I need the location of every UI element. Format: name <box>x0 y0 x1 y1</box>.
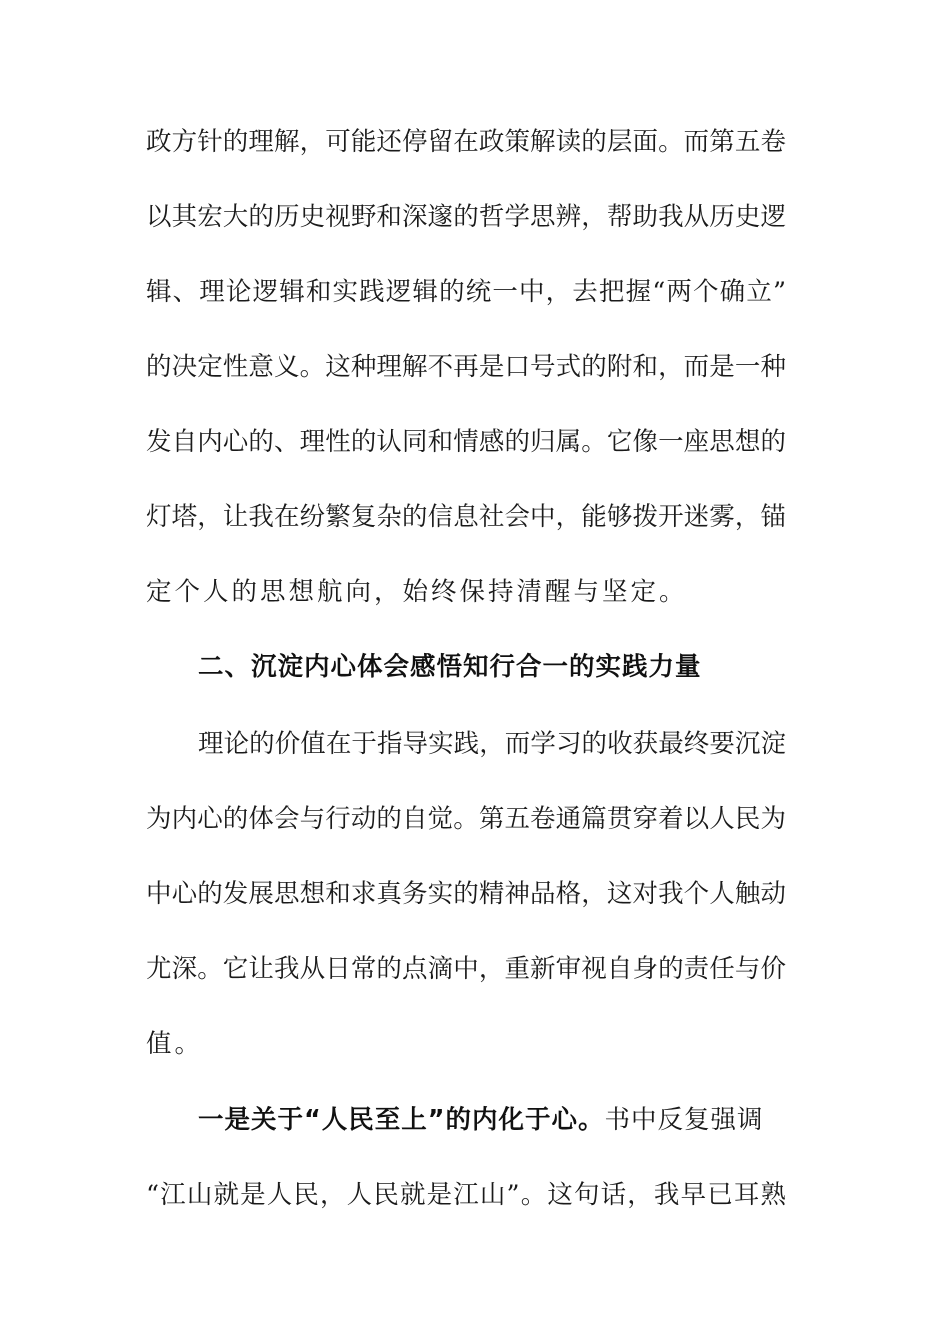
paragraph-1-line-2: 以其宏大的历史视野和深邃的哲学思辨，帮助我从历史逻 <box>146 202 786 232</box>
paragraph-2-line-3: 中心的发展思想和求真务实的精神品格，这对我个人触动 <box>146 879 786 909</box>
paragraph-1-line-4: 的决定性意义。这种理解不再是口号式的附和，而是一种 <box>146 352 786 382</box>
paragraph-2-line-5: 值。 <box>146 1029 204 1059</box>
paragraph-1-line-7: 定个人的思想航向，始终保持清醒与坚定。 <box>146 577 688 607</box>
paragraph-3-lead-rest: 书中反复强调 <box>604 1105 764 1135</box>
paragraph-2-line-2: 为内心的体会与行动的自觉。第五卷通篇贯穿着以人民为 <box>146 804 786 834</box>
paragraph-1-line-1: 政方针的理解，可能还停留在政策解读的层面。而第五卷 <box>146 127 786 157</box>
paragraph-1-line-3: 辑、理论逻辑和实践逻辑的统一中，去把握“两个确立” <box>146 277 786 307</box>
paragraph-2-line-1: 理论的价值在于指导实践，而学习的收获最终要沉淀 <box>198 729 786 759</box>
paragraph-3-lead-bold: 一是关于“人民至上”的内化于心。 <box>198 1105 605 1135</box>
paragraph-3-line-2: “江山就是人民，人民就是江山”。这句话，我早已耳熟 <box>146 1180 786 1210</box>
section-heading: 二、沉淀内心体会感悟知行合一的实践力量 <box>198 652 702 682</box>
paragraph-1-line-6: 灯塔，让我在纷繁复杂的信息社会中，能够拨开迷雾，锚 <box>146 502 786 532</box>
paragraph-1-line-5: 发自内心的、理性的认同和情感的归属。它像一座思想的 <box>146 427 786 457</box>
paragraph-2-line-4: 尤深。它让我从日常的点滴中，重新审视自身的责任与价 <box>146 954 786 984</box>
paragraph-3-line-1 <box>198 1100 786 1140</box>
